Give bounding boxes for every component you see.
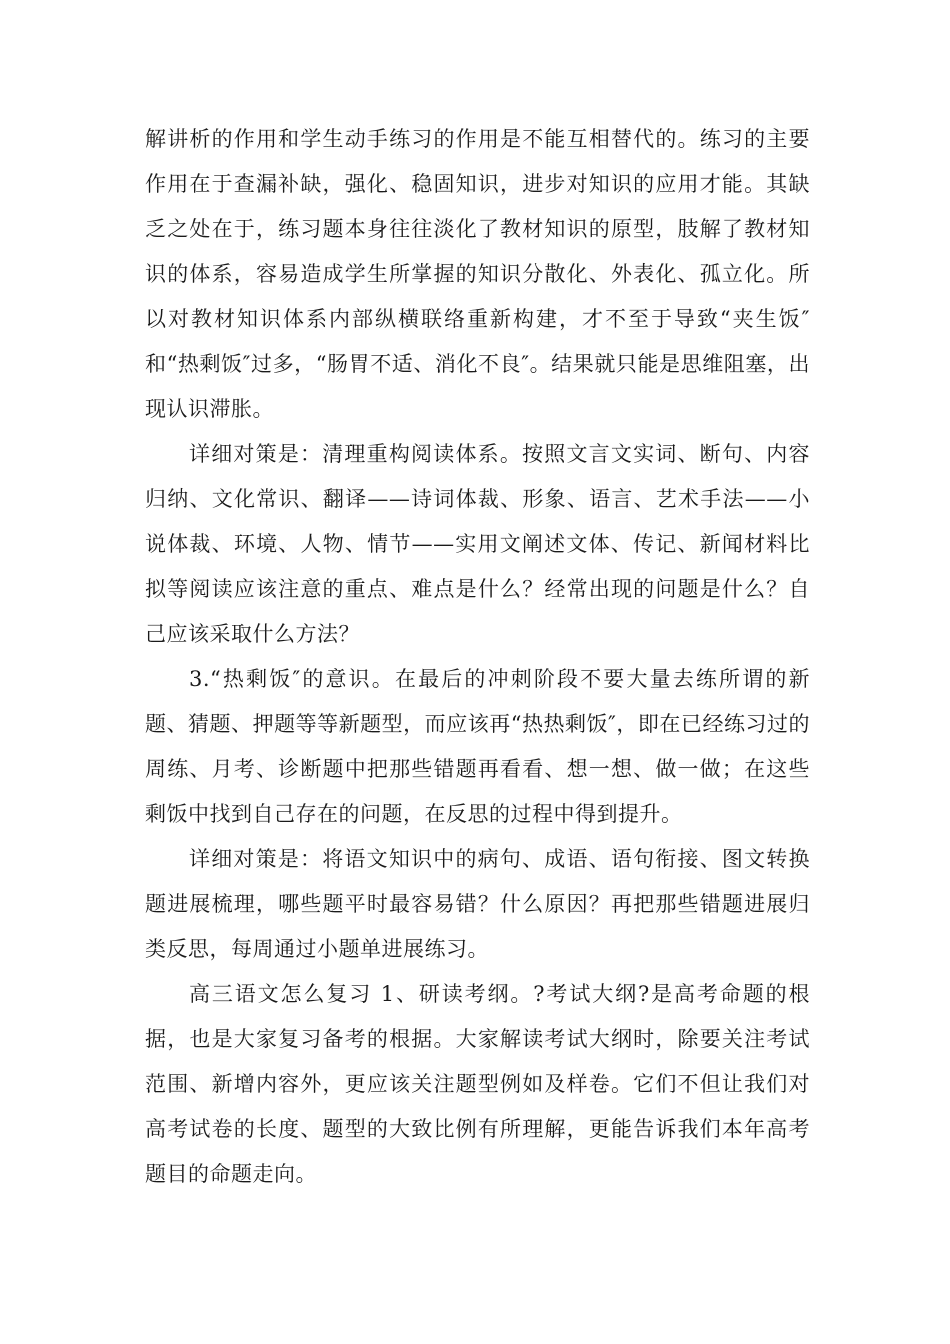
paragraph-2: 详细对策是：清理重构阅读体系。按照文言文实词、断句、内容归纳、文化常识、翻译——诗词体裁、形象、语言、艺术手法——小说体裁、环境、人物、情节——实用文阐述文体、传记、新闻材料比拟等阅读应该注意的重点、难点是什么？经常出现的问题是什么？自己应该采取什么方法？ <box>145 442 810 646</box>
document-body <box>145 117 810 1197</box>
paragraph-1: 解讲析的作用和学生动手练习的作用是不能互相替代的。练习的主要作用在于查漏补缺，强化、稳固知识，进步对知识的应用才能。其缺乏之处在于，练习题本身往往淡化了教材知识的原型，肢解了教材知识的体系，容易造成学生所掌握的知识分散化、外表化、孤立化。所以对教材知识体系内部纵横联络重新构建，才不至于导致“夹生饭″和“热剩饭″过多，“肠胃不适、消化不良″。结果就只能是思维阻塞，出现认识滞胀。 <box>145 127 810 421</box>
paragraph-3: 3.“热剩饭″的意识。在最后的冲刺阶段不要大量去练所谓的新题、猜题、押题等等新题型，而应该再“热热剩饭″，即在已经练习过的周练、月考、诊断题中把那些错题再看看、想一想、做一做；在这些剩饭中找到自己存在的问题，在反思的过程中得到提升。 <box>145 667 810 826</box>
paragraph-5: 高三语文怎么复习 1、研读考纲。?考试大纲?是高考命题的根据，也是大家复习备考的根据。大家解读考试大纲时，除要关注考试范围、新增内容外，更应该关注题型例如及样卷。它们不但让我们对高考试卷的长度、题型的大致比例有所理解，更能告诉我们本年高考题目的命题走向。 <box>145 982 810 1186</box>
paragraph-4: 详细对策是：将语文知识中的病句、成语、语句衔接、图文转换题进展梳理，哪些题平时最容易错？什么原因？再把那些错题进展归类反思，每周通过小题单进展练习。 <box>145 847 810 961</box>
